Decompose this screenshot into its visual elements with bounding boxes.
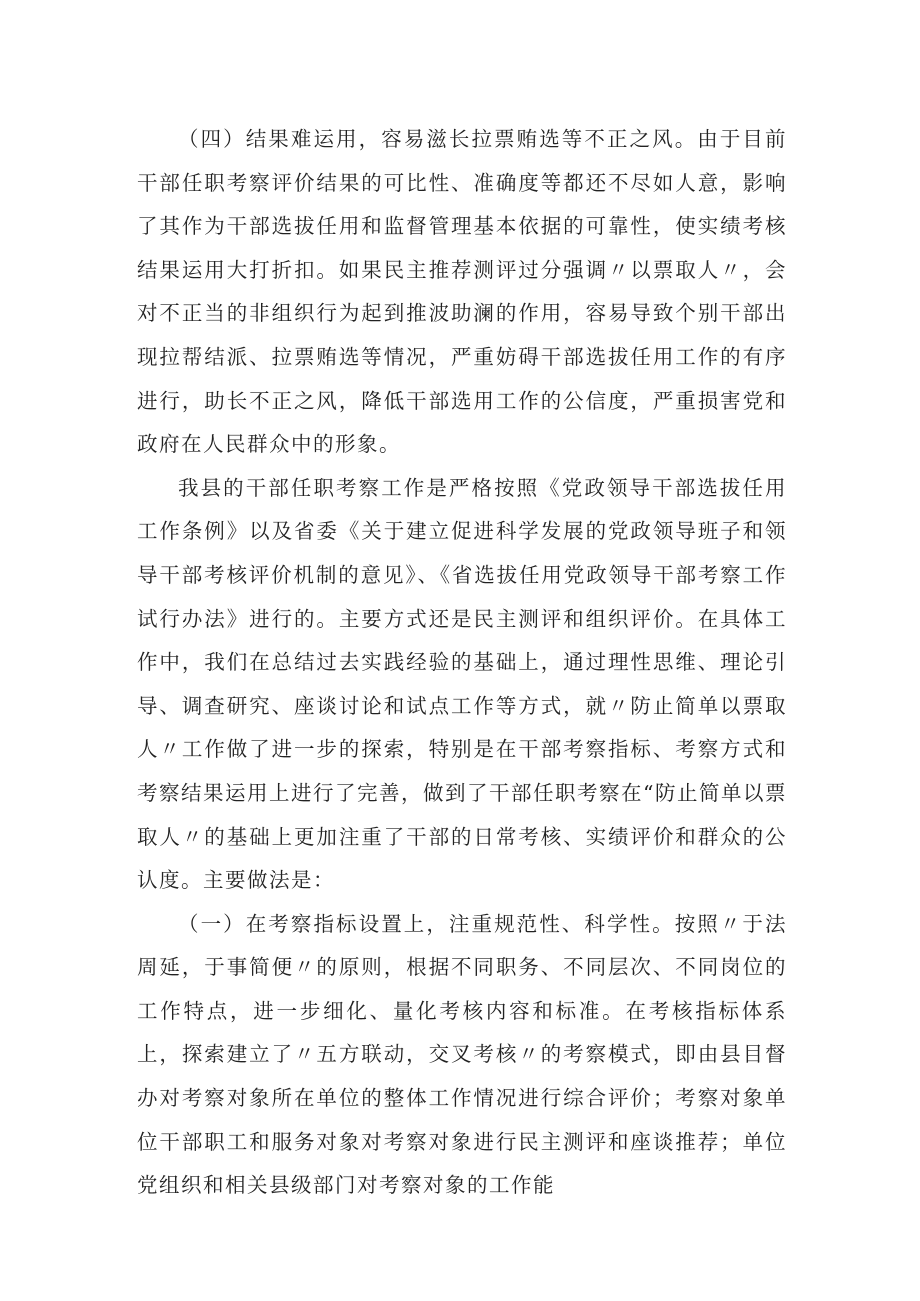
paragraph-indicator-setting: （一）在考察指标设置上，注重规范性、科学性。按照〃于法周延，于事简便〃的原则，根据不同职务、不同层次、不同岗位的工作特点，进一步细化、量化考核内容和标准。在考核指标体系上，探索建立了〃五方联动，交叉考核〃的考察模式，即由县目督办对考察对象所在单位的整体工作情况进行综合评价；考察对象单位干部职工和服务对象对考察对象进行民主测评和座谈推荐；单位党组织和相关县级部门对考察对象的工作能 [137,911,787,1198]
paragraph-results-utilization: （四）结果难运用，容易滋长拉票贿选等不正之风。由于目前干部任职考察评价结果的可比性、准确度等都还不尽如人意，影响了其作为干部选拔任用和监督管理基本依据的可靠性，使实绩考核结果运用大打折扣。如果民主推荐测评过分强调〃以票取人〃，会对不正当的非组织行为起到推波助澜的作用，容易导致个别干部出现拉帮结派、拉票贿选等情况，严重妨碍干部选拔任用工作的有序进行，助长不正之风，降低干部选用工作的公信度，严重损害党和政府在人民群众中的形象。 [137,127,787,457]
paragraph-county-practice: 我县的干部任职考察工作是严格按照《党政领导干部选拔任用工作条例》以及省委《关于建立促进科学发展的党政领导班子和领导干部考核评价机制的意见》、《省选拔任用党政领导干部考察工作试行办法》进行的。主要方式还是民主测评和组织评价。在具体工作中，我们在总结过去实践经验的基础上，通过理性思维、理论引导、调查研究、座谈讨论和试点工作等方式，就〃防止简单以票取人〃工作做了进一步的探索，特别是在干部考察指标、考察方式和考察结果运用上进行了完善，做到了干部任职考察在“防止简单以票取人〃的基础上更加注重了干部的日常考核、实绩评价和群众的公认度。主要做法是： [137,475,787,893]
document-body [137,118,787,1208]
